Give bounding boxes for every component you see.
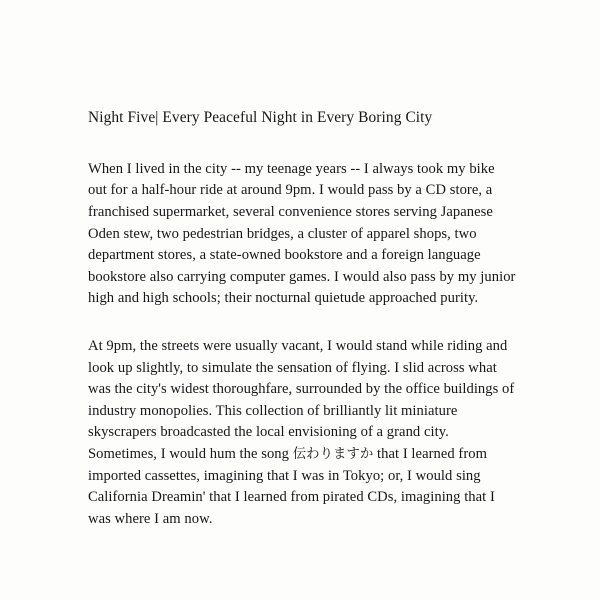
document-content: [88, 108, 516, 530]
paragraph-1: When I lived in the city -- my teenage years -- I always took my bike out for a half-hour ride at around 9pm. I would pass by a CD store, a franchised supermarket, several convenience stores serving Japanese Oden stew, two pedestrian bridges, a cluster of apparel shops, two department stores, a state-owned bookstore and a foreign language bookstore also carrying computer games. I would also pass by my junior high and high schools; their nocturnal quietude approached purity.: [88, 160, 516, 307]
page-title: Night Five| Every Peaceful Night in Every Boring City: [88, 109, 433, 126]
paragraph-2: At 9pm, the streets were usually vacant, I would stand while riding and look up slightly, to simulate the sensation of flying. I slid across what was the city's widest thoroughfare, surrounded by the office buildings of industry monopolies. This collection of brilliantly lit miniature skyscrapers broadcasted the local envisioning of a grand city. Sometimes, I would hum the song 伝わりますか that I learned from imported cassettes, imagining that I was in Tokyo; or, I would sing California Dreamin' that I learned from pirated CDs, imagining that I was where I am now.: [88, 337, 515, 527]
cjk-text: 伝わりますか: [292, 446, 374, 462]
